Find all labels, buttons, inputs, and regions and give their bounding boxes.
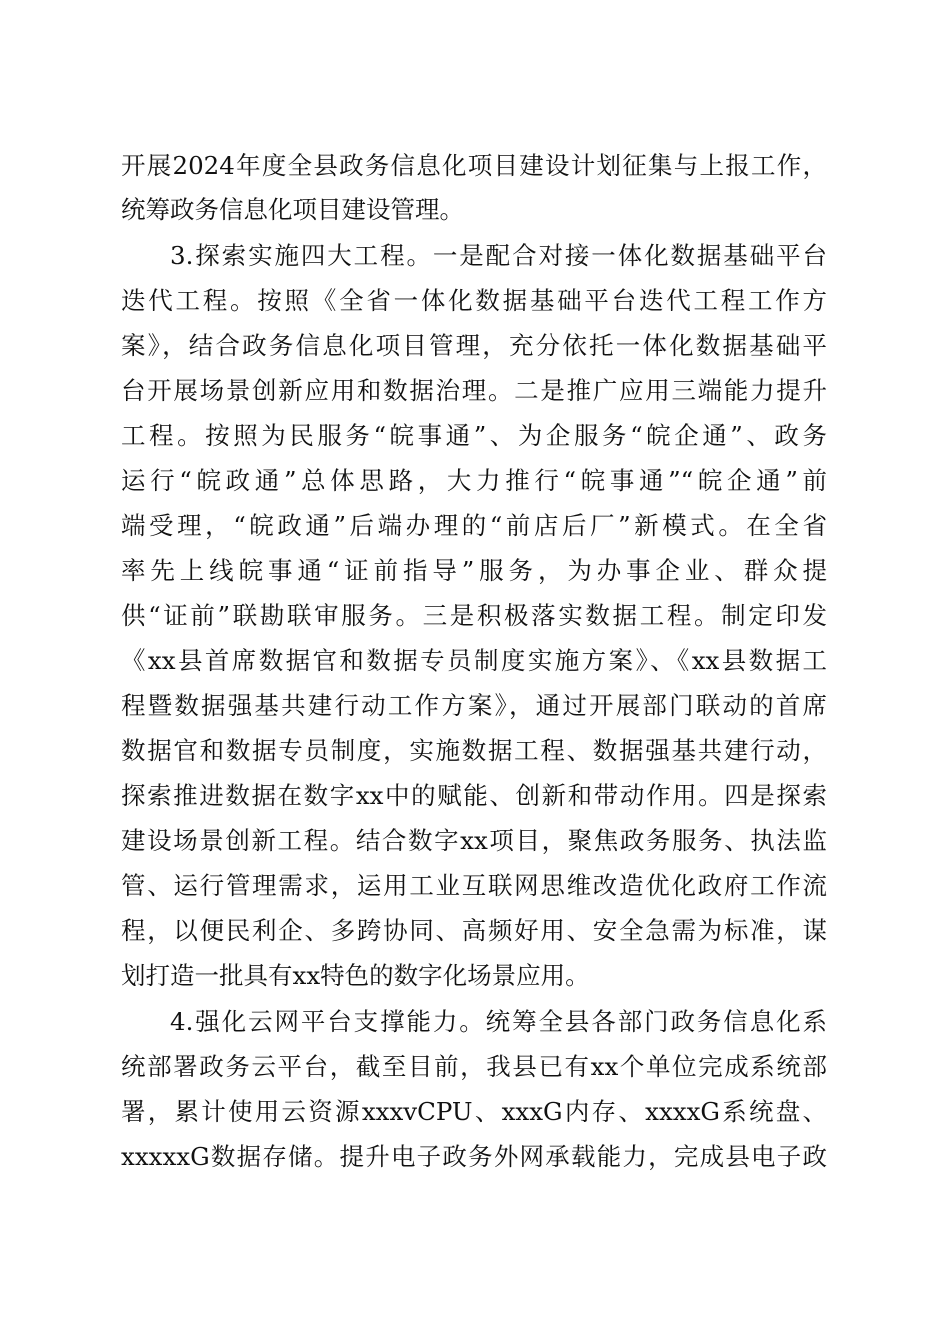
text-line-16: 建设场景创新工程。结合数字xx项目，聚焦政务服务、执法监 (121, 826, 827, 855)
text-line-14: 数据官和数据专员制度，实施数据工程、数据强基共建行动， (121, 736, 827, 765)
text-line-4: 迭代工程。按照《全省一体化数据基础平台迭代工程工作方 (121, 286, 827, 315)
text-line-15: 探索推进数据在数字xx中的赋能、创新和带动作用。四是探索 (121, 781, 827, 810)
text-line-19: 划打造一批具有xx特色的数字化场景应用。 (121, 961, 590, 990)
text-line-1: 开展2024年度全县政务信息化项目建设计划征集与上报工作， (121, 151, 827, 180)
text-line-22: 署，累计使用云资源xxxvCPU、xxxG内存、xxxxG系统盘、 (121, 1097, 827, 1126)
paragraph-4-heading-line: 4.强化云网平台支撑能力。统筹全县各部门政务信息化系 (170, 1007, 827, 1036)
text-line-8: 运行“皖政通”总体思路，大力推行“皖事通”“皖企通”前 (121, 466, 827, 495)
text-line-9: 端受理，“皖政通”后端办理的“前店后厂”新模式。在全省 (121, 511, 827, 540)
text-line-17: 管、运行管理需求，运用工业互联网思维改造优化政府工作流 (121, 871, 827, 900)
text-line-11: 供“证前”联勘联审服务。三是积极落实数据工程。制定印发 (121, 601, 827, 630)
text-line-5: 案》，结合政务信息化项目管理，充分依托一体化数据基础平 (121, 331, 827, 360)
text-line-7: 工程。按照为民服务“皖事通”、为企服务“皖企通”、政务 (121, 421, 827, 450)
text-line-21: 统部署政务云平台，截至目前，我县已有xx个单位完成系统部 (121, 1052, 827, 1081)
text-line-6: 台开展场景创新应用和数据治理。二是推广应用三端能力提升 (121, 376, 827, 405)
text-line-12: 《xx县首席数据官和数据专员制度实施方案》、《xx县数据工 (121, 646, 827, 675)
text-line-18: 程，以便民利企、多跨协同、高频好用、安全急需为标准，谋 (121, 916, 827, 945)
paragraph-3-heading-line: 3.探索实施四大工程。一是配合对接一体化数据基础平台 (170, 241, 827, 270)
text-line-23: xxxxxG数据存储。提升电子政务外网承载能力，完成县电子政 (121, 1142, 827, 1171)
text-line-10: 率先上线皖事通“证前指导”服务，为办事企业、群众提 (121, 556, 827, 585)
text-line-2: 统筹政务信息化项目建设管理。 (121, 195, 464, 224)
text-line-13: 程暨数据强基共建行动工作方案》，通过开展部门联动的首席 (121, 691, 827, 720)
